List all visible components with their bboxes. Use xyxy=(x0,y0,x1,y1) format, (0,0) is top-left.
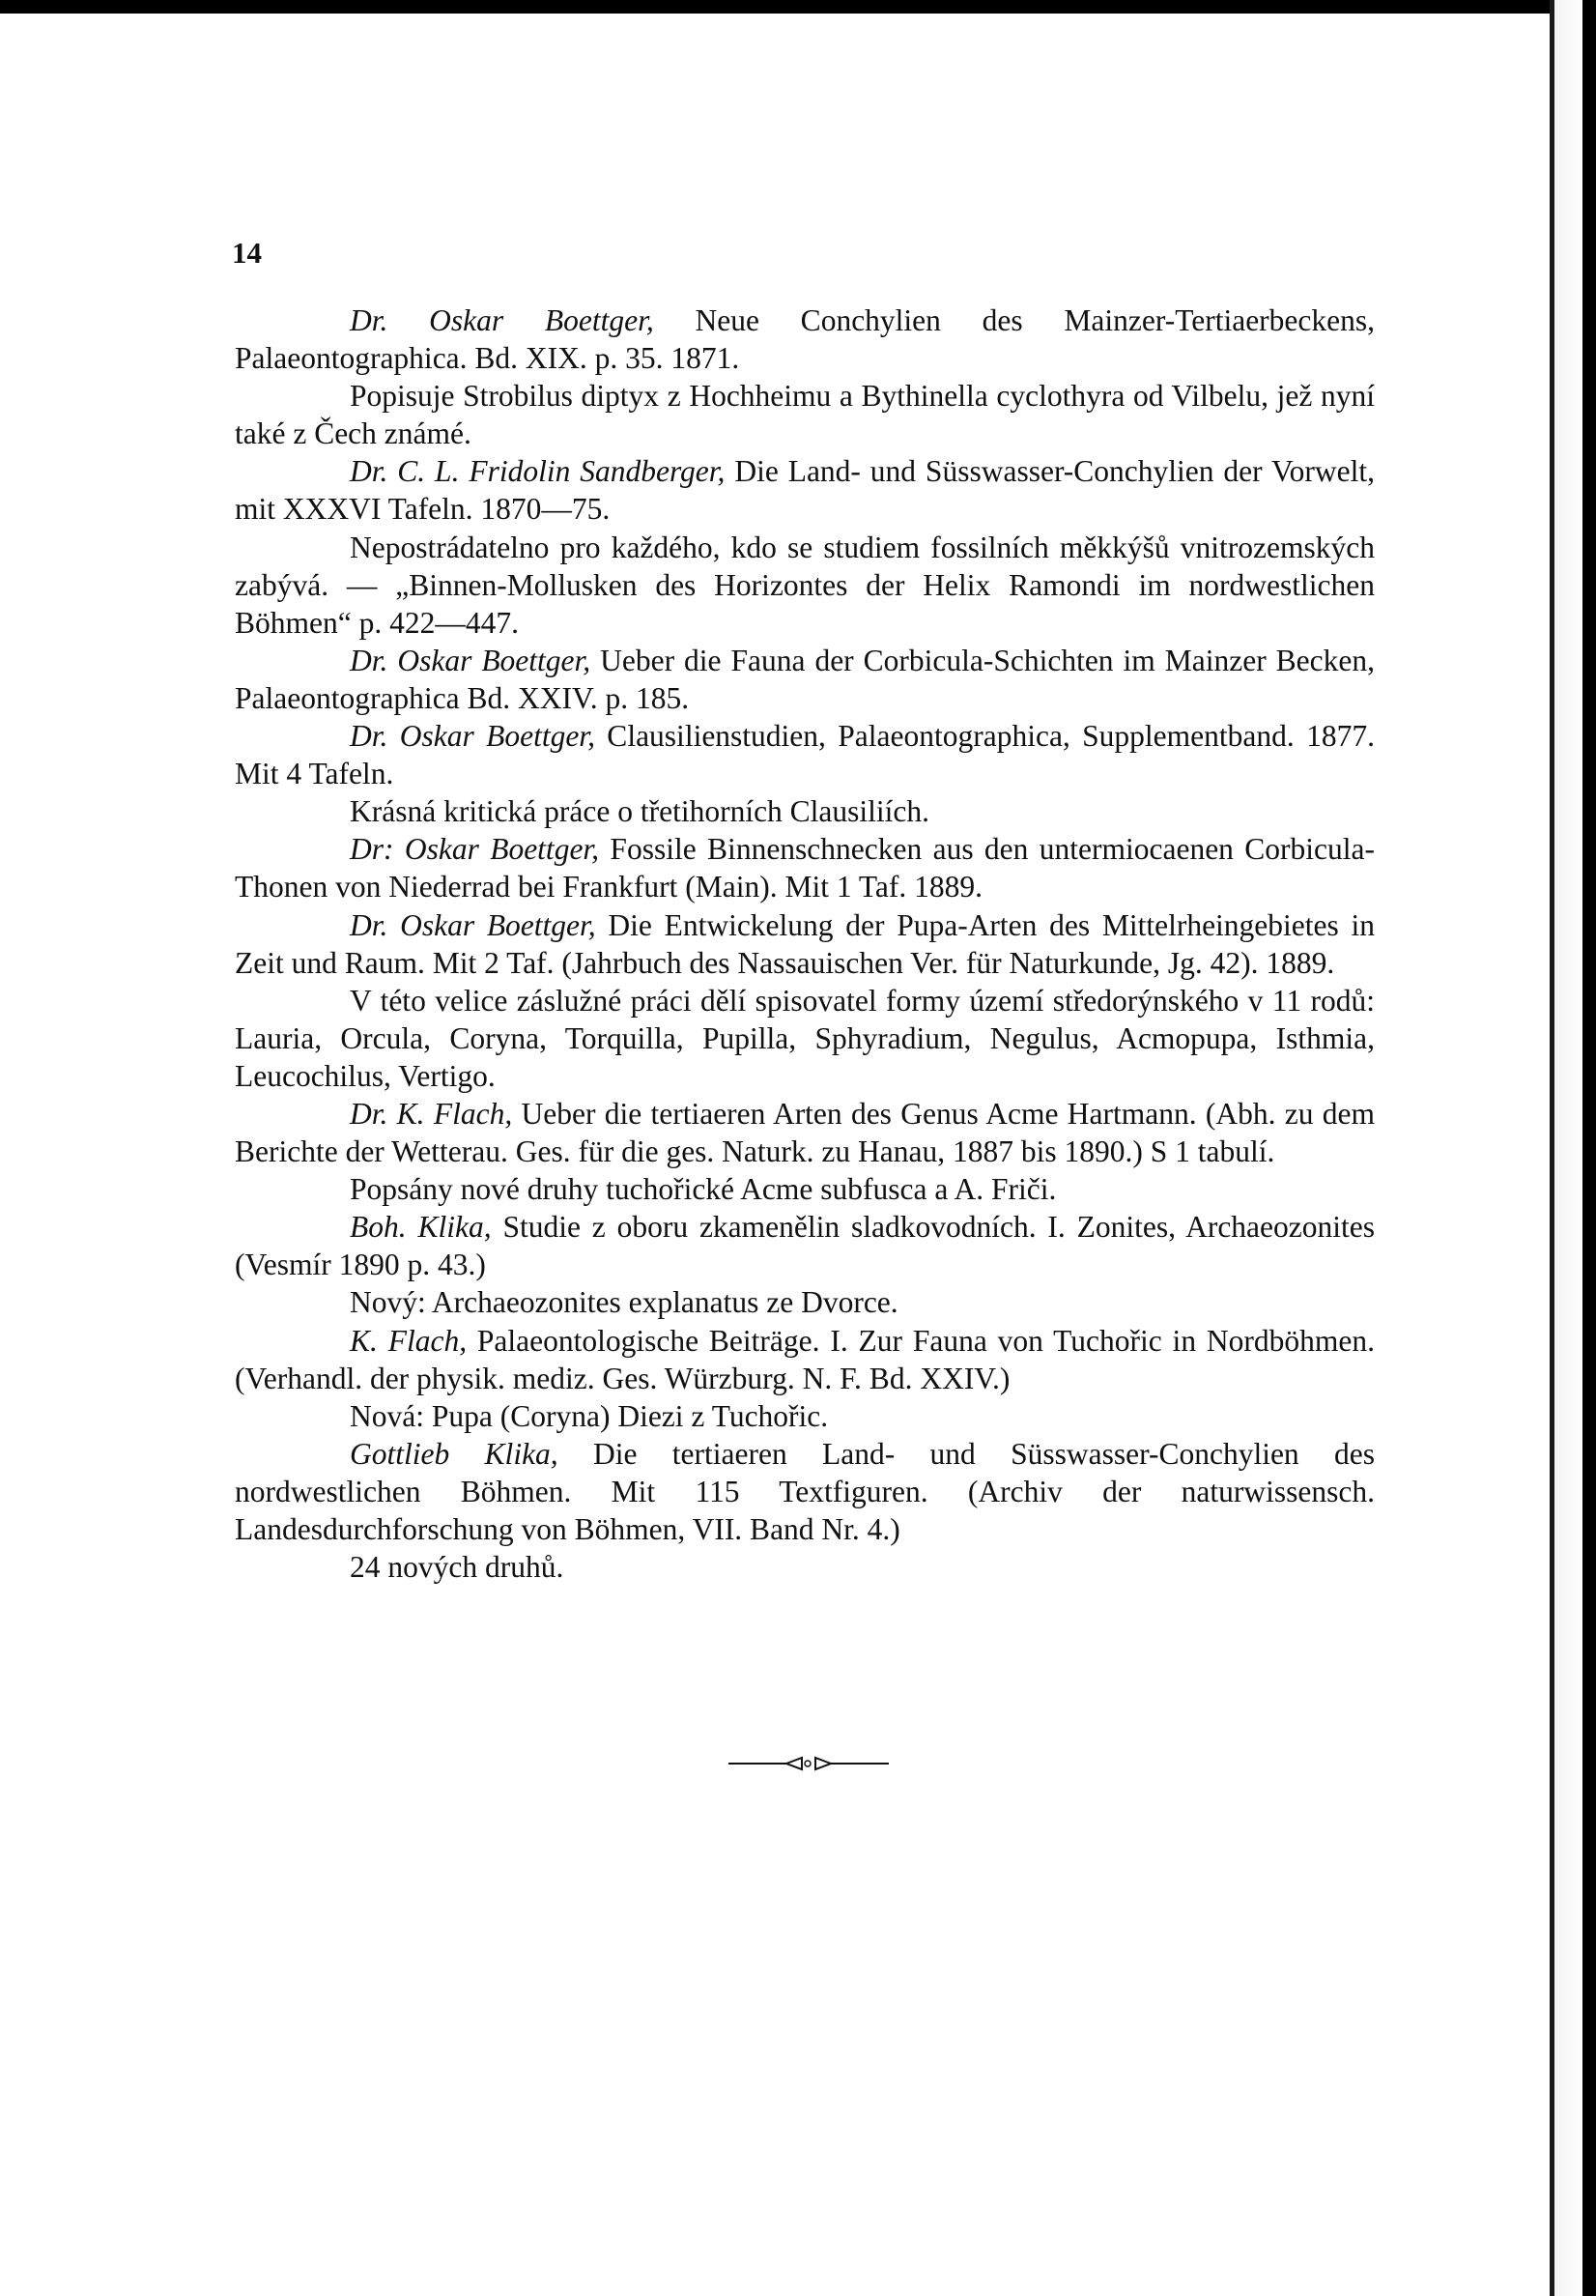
paragraph-text: Krásná kritická práce o třetihorních Clausiliích. xyxy=(350,794,930,829)
paragraph xyxy=(235,830,1375,905)
author-name: Dr. Oskar Boettger, xyxy=(350,907,596,942)
paragraph-text: Nový: Archaeozonites explanatus ze Dvorce. xyxy=(350,1285,898,1320)
paragraph xyxy=(235,1170,1375,1208)
paragraph xyxy=(235,377,1375,452)
paragraph xyxy=(235,529,1375,642)
paragraph xyxy=(235,642,1375,717)
author-name: Dr. K. Flach, xyxy=(350,1096,513,1131)
paragraph xyxy=(235,1322,1375,1397)
author-name: Dr: Oskar Boettger, xyxy=(350,832,600,867)
author-name: Dr. Oskar Boettger, xyxy=(350,643,591,677)
scan-border-right xyxy=(1582,0,1596,2296)
scan-page-edge-shadow xyxy=(1554,0,1582,2296)
author-name: Dr. Oskar Boettger, xyxy=(350,303,654,337)
paragraph-text: 24 nových druhů. xyxy=(350,1550,564,1585)
paragraph-text: Clausilienstudien, Palaeontographica, Supplementband. 1877. Mit 4 Tafeln. xyxy=(235,719,1375,791)
paragraph xyxy=(235,717,1375,792)
fleuron-ornament xyxy=(727,1752,891,1775)
paragraph-text: Popsány nové druhy tuchořické Acme subfusca a A. Friči. xyxy=(350,1172,1057,1207)
scan-border-top xyxy=(0,0,1596,14)
author-name: Gottlieb Klika, xyxy=(350,1436,558,1471)
paragraph xyxy=(235,1548,1375,1586)
paragraph xyxy=(235,792,1375,830)
paragraph xyxy=(235,1095,1375,1170)
paragraph-text: Die Entwickelung der Pupa-Arten des Mittelrheingebietes in Zeit und Raum. Mit 2 Taf. (Jahrbuch des Nassauischen Ver. für Naturkunde, Jg. 42). 1889. xyxy=(235,907,1375,980)
paragraph-text: Nepostrádatelno pro každého, kdo se studiem fossilních měkkýšů vnitrozemských zabývá. — „Binnen-Mollusken des Horizontes der Helix Ramondi im nordwestlichen Böhmen“ p. 422—447. xyxy=(235,530,1375,640)
scan-page-edge xyxy=(1550,0,1554,2296)
paragraph-text: Die Land- und Süsswasser-Conchylien der Vorwelt, mit XXXVI Tafeln. 1870—75. xyxy=(235,454,1375,527)
paragraph xyxy=(235,1435,1375,1548)
author-name: Dr. C. L. Fridolin Sandberger, xyxy=(350,454,726,489)
author-name: Boh. Klika, xyxy=(350,1210,492,1245)
paragraph xyxy=(235,982,1375,1095)
paragraph-text: Die tertiaeren Land- und Süsswasser-Conchylien des nordwestlichen Böhmen. Mit 115 Textfiguren. (Archiv der naturwissensch. Landesdurchforschung von Böhmen, VII. Band Nr. 4.) xyxy=(235,1436,1375,1546)
paragraph-text: Nová: Pupa (Coryna) Diezi z Tuchořic. xyxy=(350,1398,829,1433)
paragraph-text: V této velice záslužné práci dělí spisovatel formy území středorýnského v 11 rodů: Lauria, Orcula, Coryna, Torquilla, Pupilla, Sphyradium, Negulus, Acmopupa, Isthmia, Leucochilus, Vertigo. xyxy=(235,983,1375,1093)
paragraph-text: Studie z oboru zkamenělin sladkovodních. I. Zonites, Archaeozonites (Vesmír 1890 p. 43.) xyxy=(235,1210,1375,1282)
paragraph xyxy=(235,1397,1375,1435)
author-name: Dr. Oskar Boettger, xyxy=(350,719,595,754)
page-number: 14 xyxy=(232,236,262,270)
paragraph-text: Popisuje Strobilus diptyx z Hochheimu a Bythinella cyclothyra od Vilbelu, jež nyní také z Čech známé. xyxy=(235,379,1375,451)
paragraph xyxy=(235,1283,1375,1321)
paragraph-text: Palaeontologische Beiträge. I. Zur Fauna von Tuchořic in Nordböhmen. (Verhandl. der physik. mediz. Ges. Würzburg. N. F. Bd. XXIV.) xyxy=(235,1323,1375,1395)
paragraph-text: Neue Conchylien des Mainzer-Tertiaerbeckens, Palaeontographica. Bd. XIX. p. 35. 1871. xyxy=(235,303,1375,376)
paragraph-text: Ueber die tertiaeren Arten des Genus Acme Hartmann. (Abh. zu dem Berichte der Wetterau. Ges. für die ges. Naturk. zu Hanau, 1887 bis 1890.) S 1 tabulí. xyxy=(235,1096,1376,1169)
bibliography-text xyxy=(235,301,1375,1586)
paragraph xyxy=(235,1208,1375,1283)
paragraph-text: Ueber die Fauna der Corbicula-Schichten im Mainzer Becken, Palaeontographica Bd. XXIV. p. 185. xyxy=(235,643,1375,715)
paragraph-text: Fossile Binnenschnecken aus den untermiocaenen Corbicula-Thonen von Niederrad bei Frankfurt (Main). Mit 1 Taf. 1889. xyxy=(235,832,1375,904)
author-name: K. Flach, xyxy=(350,1323,468,1358)
paragraph xyxy=(235,301,1375,377)
paragraph xyxy=(235,452,1375,528)
paragraph xyxy=(235,906,1375,982)
